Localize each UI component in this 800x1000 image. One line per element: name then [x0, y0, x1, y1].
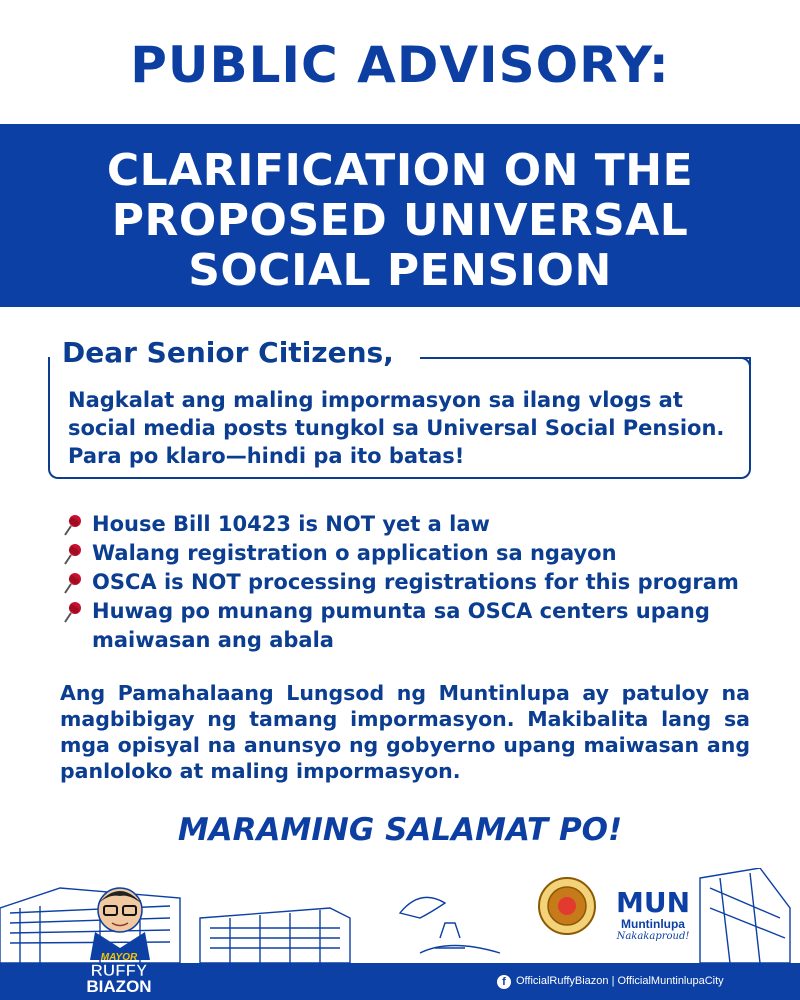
mayor-badge-first-name: RUFFY — [90, 961, 148, 980]
bullet-text: OSCA is NOT processing registrations for this program — [92, 570, 739, 594]
mayor-avatar — [90, 888, 150, 960]
mun-brand-text: MUN — [616, 886, 691, 919]
bullet-text: Walang registration o application sa ngayon — [92, 541, 617, 565]
mayor-badge — [74, 952, 164, 995]
advisory-title: PUBLIC ADVISORY: — [130, 36, 670, 94]
greeting-heading: Dear Senior Citizens, — [62, 336, 406, 369]
banner-line-1: CLARIFICATION ON THE — [106, 145, 694, 196]
pushpin-icon — [60, 599, 86, 625]
pushpin-icon — [60, 541, 86, 567]
bullet-text: House Bill 10423 is NOT yet a law — [92, 512, 490, 536]
list-item — [60, 539, 780, 568]
banner-line-3: SOCIAL PENSION — [188, 245, 612, 296]
message-box-left-edge — [48, 376, 50, 386]
mayor-badge-last-name: BIAZON — [86, 977, 152, 996]
muntinlupa-logo — [616, 888, 690, 944]
mun-tagline: Nakakaproud! — [616, 931, 690, 942]
social-handles[interactable]: OfficialRuffyBiazon | OfficialMuntinlupaCity — [516, 975, 724, 987]
message-box-text: Nagkalat ang maling impormasyon sa ilang vlogs at social media posts tungkol sa Universal Social Pension. Para po klaro—hindi pa ito batas! — [68, 388, 725, 468]
list-item — [60, 510, 780, 539]
mun-city-text: Muntinlupa — [621, 917, 685, 931]
pushpin-icon — [60, 570, 86, 596]
title-banner — [0, 124, 800, 307]
bullet-list — [60, 510, 780, 655]
list-item — [60, 597, 780, 655]
list-item — [60, 568, 780, 597]
pushpin-icon — [60, 512, 86, 538]
facebook-icon: f — [497, 975, 511, 989]
mayor-badge-title: MAYOR — [100, 952, 138, 963]
bullet-text: Huwag po munang pumunta sa OSCA centers upang maiwasan ang abala — [92, 599, 710, 652]
city-seal-icon — [539, 878, 595, 934]
closing-message: MARAMING SALAMAT PO! — [177, 812, 623, 848]
body-paragraph: Ang Pamahalaang Lungsod ng Muntinlupa ay patuloy na magbibigay ng tamang impormasyon. Makibalita lang sa mga opisyal na anunsyo ng gobyerno upang maiwasan ang panloloko at maling impormasyon. — [60, 681, 750, 783]
banner-line-2: PROPOSED UNIVERSAL — [111, 195, 689, 246]
